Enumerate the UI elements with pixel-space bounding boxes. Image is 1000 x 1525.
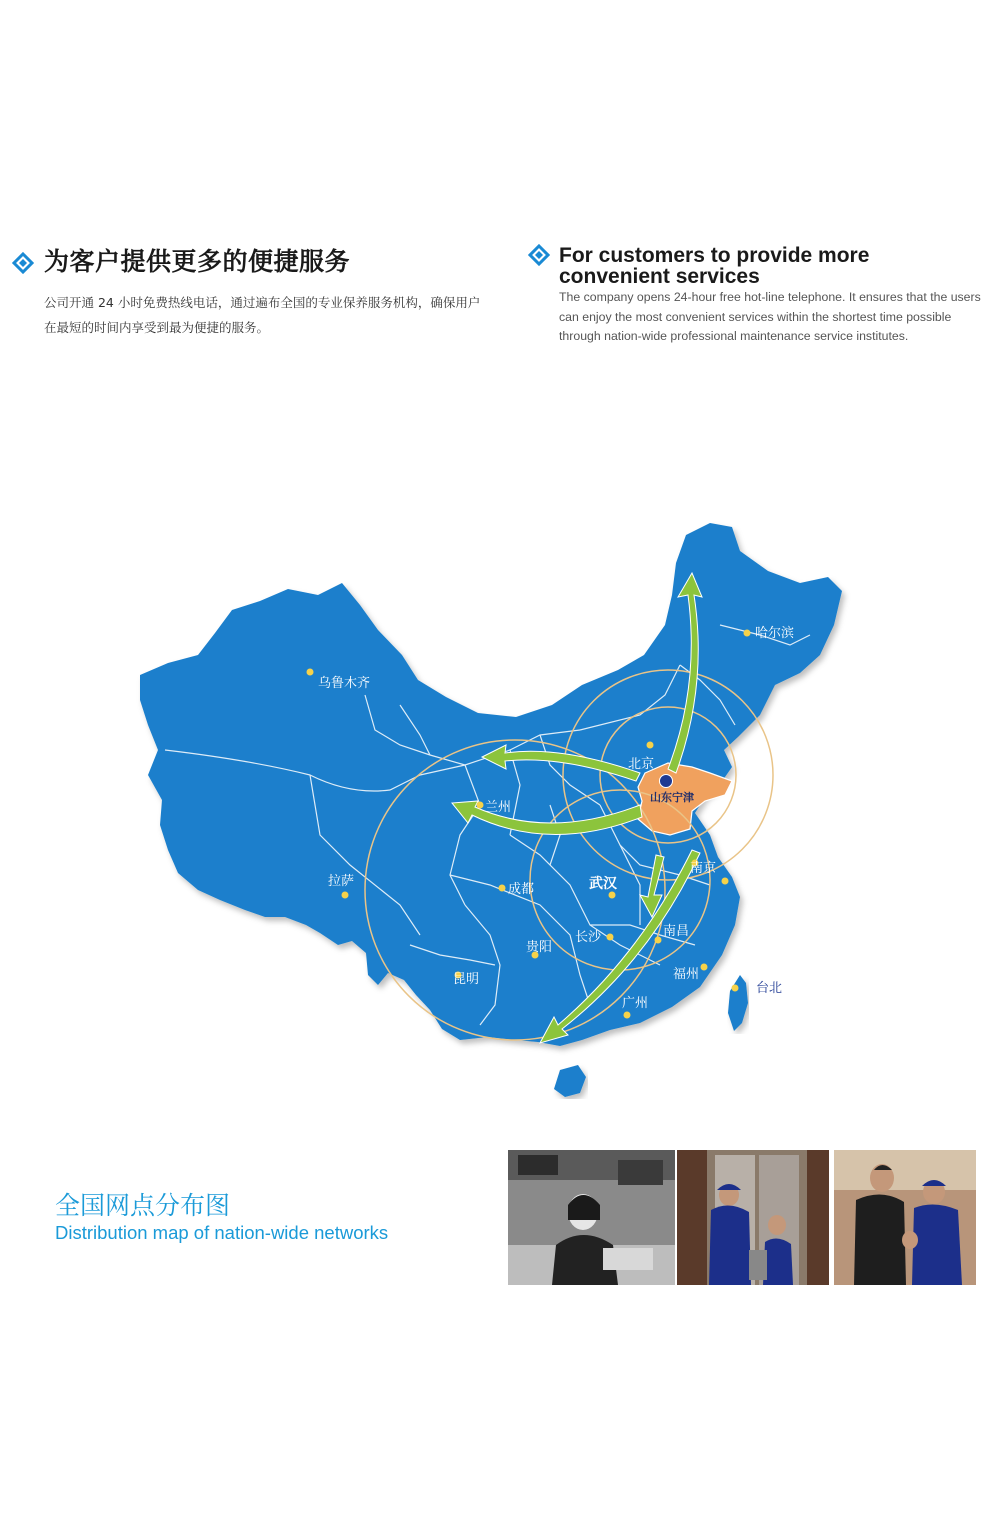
- city-label-urumqi: 乌鲁木齐: [318, 676, 371, 691]
- city-dot: [609, 892, 616, 899]
- city-dot: [655, 937, 662, 944]
- city-label-lhasa: 拉萨: [328, 874, 355, 889]
- city-label-harbin: 哈尔滨: [755, 626, 795, 641]
- section-title-en: For customers to provide more convenient services: [559, 244, 870, 288]
- city-label-chengdu: 成都: [508, 882, 535, 897]
- city-dot: [342, 892, 349, 899]
- section-title-cn: 为客户提供更多的便捷服务: [44, 247, 351, 276]
- city-dot: [624, 1012, 631, 1019]
- city-label-shandong: 山东宁津: [650, 791, 694, 804]
- technicians-at-elevator-photo: [677, 1150, 829, 1285]
- city-label-beijing: 北京: [628, 757, 655, 772]
- city-dot: [732, 985, 739, 992]
- city-label-changsha: 长沙: [575, 930, 602, 945]
- city-dot: [499, 885, 506, 892]
- city-label-guiyang: 贵阳: [526, 940, 553, 955]
- city-dot: [647, 742, 654, 749]
- hainan-island: [554, 1065, 586, 1097]
- city-label-guangzhou: 广州: [622, 996, 649, 1011]
- customer-handshake-photo: [834, 1150, 976, 1285]
- china-network-map: [120, 505, 880, 1125]
- city-label-fuzhou: 福州: [673, 967, 700, 982]
- city-dot: [477, 802, 484, 809]
- section-body-cn: 公司开通 24 小时免费热线电话，通过遍布全国的专业保养服务机构，确保用户在最短的时间内享受到最为便捷的服务。: [44, 295, 481, 335]
- city-label-nanchang: 南昌: [663, 924, 690, 939]
- city-dot: [701, 964, 708, 971]
- city-label-nanjing: 南京: [690, 861, 717, 876]
- call-center-operator-photo: [508, 1150, 675, 1285]
- section-body-en: The company opens 24-hour free hot-line telephone. It ensures that the users can enjoy the most convenient services within the shortest time possible through nation-wide professional maintenance service institutes.: [559, 290, 981, 343]
- city-label-lanzhou: 兰州: [485, 800, 512, 815]
- city-dot: [744, 630, 751, 637]
- city-dot: [307, 669, 314, 676]
- diamond-arrow-icon: [528, 244, 550, 266]
- headquarters-marker: [660, 775, 673, 788]
- city-label-wuhan: 武汉: [589, 876, 617, 892]
- city-dot: [607, 934, 614, 941]
- taiwan-island: [728, 975, 748, 1031]
- map-title-en: Distribution map of nation-wide networks: [55, 1222, 389, 1243]
- city-label-kunming: 昆明: [453, 972, 480, 987]
- city-label-shanghai: 上海: [740, 875, 767, 890]
- china-mainland-shape: [140, 523, 842, 1046]
- map-title-cn: 全国网点分布图: [55, 1191, 231, 1220]
- city-dot: [722, 878, 729, 885]
- city-label-taipei: 台北: [756, 981, 783, 996]
- diamond-arrow-icon: [12, 252, 34, 274]
